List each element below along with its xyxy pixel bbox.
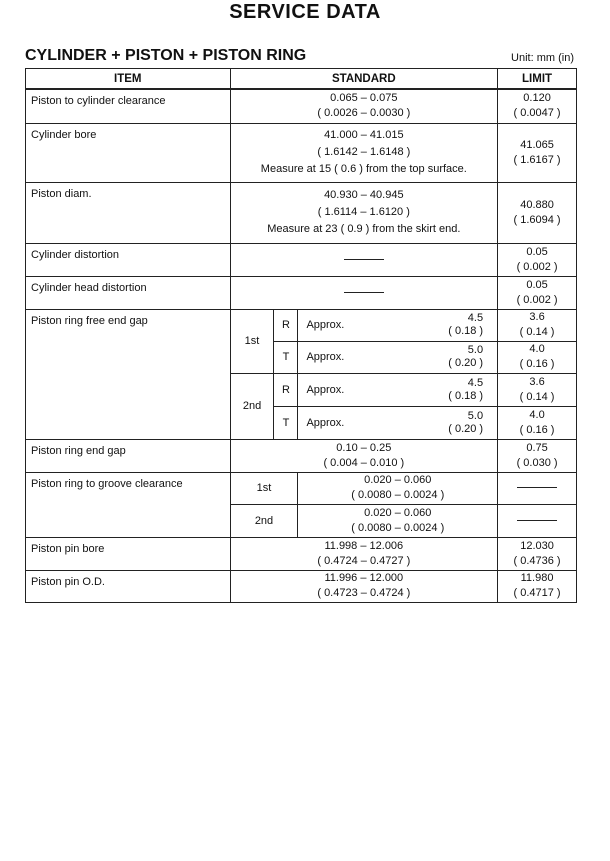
standard-cell	[230, 89, 498, 123]
limit-cell	[498, 570, 577, 602]
standard-value-in: ( 0.0026 – 0.0030 )	[317, 107, 411, 120]
limit-value-in: ( 0.16 )	[519, 358, 555, 370]
standard-cell	[230, 243, 498, 276]
standard-cell	[230, 537, 498, 570]
item-cell: Piston ring free end gap	[26, 309, 231, 439]
standard-value: 0.065 – 0.075	[330, 92, 398, 105]
limit-cell	[498, 472, 577, 504]
standard-value-in: ( 0.4723 – 0.4724 )	[317, 587, 411, 599]
dash-mark	[344, 259, 384, 260]
limit-value: 0.05	[526, 278, 548, 291]
ring-label: 2nd	[230, 373, 274, 439]
ring-label: 1st	[230, 472, 298, 504]
approx-label: Approx.	[306, 351, 345, 363]
standard-value: 41.000 – 41.015	[324, 129, 404, 141]
standard-cell	[230, 276, 498, 309]
table-row	[26, 89, 577, 123]
table-row	[26, 123, 577, 182]
ring-label: 2nd	[230, 504, 298, 537]
standard-value: 0.10 – 0.25	[336, 441, 392, 454]
standard-cell	[230, 182, 498, 243]
item-cell: Piston diam.	[26, 182, 231, 243]
header-row	[26, 69, 577, 90]
dash-mark	[517, 487, 557, 488]
limit-value: 3.6	[529, 311, 545, 323]
page-title: SERVICE DATA	[229, 1, 381, 23]
ring-type: T	[274, 341, 298, 373]
limit-value-in: ( 0.16 )	[519, 423, 555, 436]
standard-value-in: ( 1.6142 – 1.6148 )	[317, 146, 411, 158]
item-cell: Cylinder bore	[26, 123, 231, 182]
limit-value: 3.6	[529, 375, 545, 388]
limit-cell	[498, 504, 577, 537]
item-cell: Cylinder head distortion	[26, 276, 231, 309]
item-cell: Piston to cylinder clearance	[26, 89, 231, 123]
ring-type: R	[274, 309, 298, 341]
limit-cell	[498, 537, 577, 570]
approx-label: Approx.	[306, 383, 345, 396]
limit-cell	[498, 182, 577, 243]
item-cell: Piston pin bore	[26, 537, 231, 570]
limit-cell	[498, 341, 577, 373]
limit-cell	[498, 439, 577, 472]
standard-cell	[230, 123, 498, 182]
limit-cell	[498, 89, 577, 123]
section-heading: CYLINDER + PISTON + PISTON RING	[25, 47, 307, 64]
standard-value: 0.020 – 0.060	[364, 506, 432, 519]
ring-type: R	[274, 373, 298, 406]
table-row	[26, 309, 577, 341]
standard-value: 4.5	[467, 376, 484, 389]
service-data-table	[25, 68, 577, 603]
standard-value-in: ( 0.18 )	[448, 325, 484, 337]
standard-value-in: ( 0.0080 – 0.0024 )	[351, 521, 445, 534]
standard-value-in: ( 1.6114 – 1.6120 )	[317, 206, 410, 218]
limit-value: 40.880	[520, 198, 554, 211]
table-row	[26, 243, 577, 276]
ring-label: 1st	[230, 309, 274, 373]
limit-cell	[498, 123, 577, 182]
limit-value-in: ( 0.002 )	[516, 293, 558, 306]
standard-cell	[298, 373, 498, 406]
limit-value-in: ( 0.14 )	[519, 326, 555, 338]
standard-value-in: ( 0.004 – 0.010 )	[323, 456, 405, 469]
col-standard: STANDARD	[230, 69, 498, 90]
standard-value: 11.996 – 12.000	[324, 572, 404, 584]
limit-value-in: ( 0.14 )	[519, 390, 555, 403]
item-cell: Piston pin O.D.	[26, 570, 231, 602]
col-limit: LIMIT	[498, 69, 577, 90]
table-row	[26, 439, 577, 472]
ring-type: T	[274, 406, 298, 439]
standard-value: 40.930 – 40.945	[324, 189, 404, 201]
limit-value: 11.980	[520, 572, 554, 584]
standard-cell	[298, 406, 498, 439]
dash-mark	[344, 292, 384, 293]
standard-value-in: ( 0.18 )	[448, 389, 484, 402]
dash-mark	[517, 520, 557, 521]
limit-value-in: ( 0.002 )	[516, 260, 558, 273]
limit-value-in: ( 0.4736 )	[513, 554, 561, 567]
table-row	[26, 276, 577, 309]
limit-value-in: ( 1.6167 )	[513, 153, 561, 166]
limit-value: 4.0	[529, 343, 545, 355]
unit-label: Unit: mm (in)	[511, 52, 574, 64]
standard-value: 11.998 – 12.006	[324, 539, 404, 552]
standard-cell	[230, 570, 498, 602]
limit-value-in: ( 0.0047 )	[513, 107, 561, 120]
table-row	[26, 472, 577, 504]
standard-cell	[298, 472, 498, 504]
limit-value-in: ( 1.6094 )	[513, 213, 561, 226]
standard-cell	[298, 504, 498, 537]
standard-value-in: ( 0.20 )	[448, 422, 484, 435]
standard-value: 4.5	[467, 312, 484, 324]
limit-value: 0.120	[523, 92, 551, 105]
standard-value-in: ( 0.20 )	[448, 357, 484, 369]
standard-value-in: ( 0.0080 – 0.0024 )	[351, 489, 445, 501]
limit-value: 41.065	[520, 138, 554, 151]
standard-value: 5.0	[467, 409, 484, 422]
table-row	[26, 570, 577, 602]
limit-value: 12.030	[520, 539, 554, 552]
limit-value: 0.05	[526, 245, 548, 258]
limit-cell	[498, 309, 577, 341]
standard-cell	[298, 341, 498, 373]
limit-value: 4.0	[529, 408, 545, 421]
standard-cell	[230, 439, 498, 472]
limit-value-in: ( 0.4717 )	[513, 587, 561, 599]
col-item: ITEM	[26, 69, 231, 90]
standard-value: 5.0	[467, 344, 484, 356]
item-cell: Piston ring end gap	[26, 439, 231, 472]
limit-cell	[498, 243, 577, 276]
item-cell: Cylinder distortion	[26, 243, 231, 276]
table-row	[26, 537, 577, 570]
approx-label: Approx.	[306, 416, 345, 429]
standard-note: Measure at 23 ( 0.9 ) from the skirt end.	[267, 223, 461, 235]
limit-cell	[498, 406, 577, 439]
limit-cell	[498, 373, 577, 406]
item-cell: Piston ring to groove clearance	[26, 472, 231, 537]
standard-note: Measure at 15 ( 0.6 ) from the top surface.	[260, 163, 467, 175]
approx-label: Approx.	[306, 319, 345, 331]
limit-value: 0.75	[526, 441, 548, 454]
standard-cell	[298, 309, 498, 341]
standard-value: 0.020 – 0.060	[364, 474, 432, 486]
table-row	[26, 182, 577, 243]
limit-cell	[498, 276, 577, 309]
limit-value-in: ( 0.030 )	[516, 456, 558, 469]
standard-value-in: ( 0.4724 – 0.4727 )	[317, 554, 411, 567]
